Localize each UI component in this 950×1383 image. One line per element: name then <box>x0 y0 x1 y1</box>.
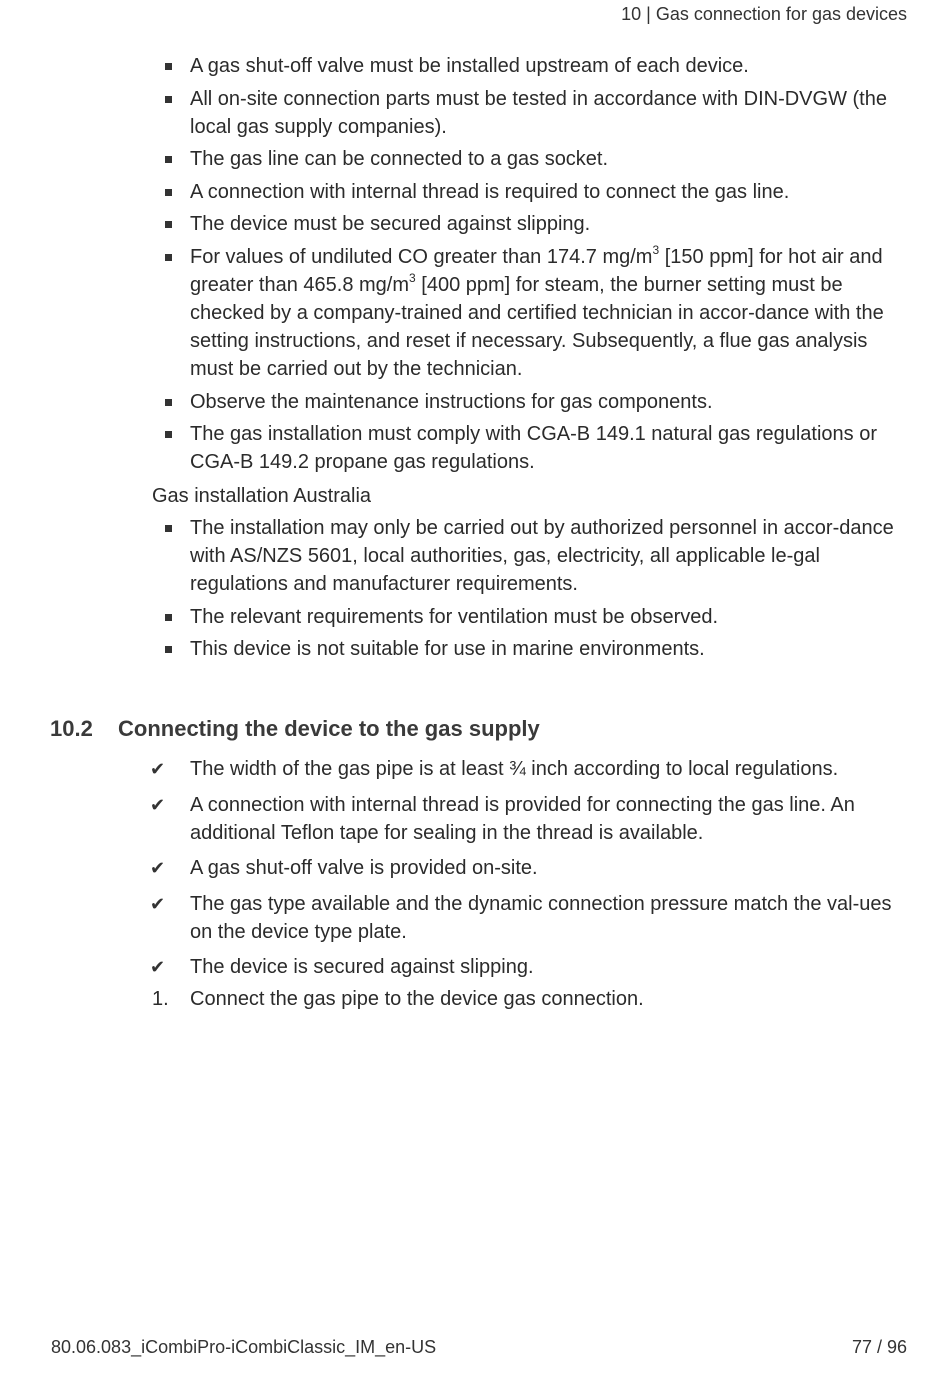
list-item <box>0 420 950 476</box>
australia-subheading: Gas installation Australia <box>152 485 372 507</box>
square-bullet-icon <box>165 63 172 70</box>
list-item-text: The relevant requirements for ventilation must be observed. <box>190 605 719 628</box>
list-item <box>0 603 950 631</box>
list-item-text: The installation may only be carried out by authorized personnel in accor-dance with AS/NZS 5601, local authorities, gas, electricity, all applicable le-gal regulations and manufacturer requirements. <box>190 517 894 595</box>
list-item <box>0 178 950 206</box>
checkmark-icon: ✔ <box>150 858 166 879</box>
list-item <box>0 388 950 416</box>
square-bullet-icon <box>165 189 172 196</box>
square-bullet-icon <box>165 614 172 621</box>
section-heading <box>50 716 540 742</box>
section-number: 10.2 <box>50 716 93 741</box>
australia-list-block <box>0 514 950 668</box>
list-item <box>0 145 950 173</box>
step-number: 1. <box>152 988 169 1010</box>
prerequisites-list <box>0 755 950 981</box>
square-bullet-icon <box>165 156 172 163</box>
running-header: 10 | Gas connection for gas devices <box>621 4 907 24</box>
prerequisite-text: The gas type available and the dynamic connection pressure match the val-ues on the device type plate. <box>190 892 892 943</box>
prerequisite-item <box>0 890 950 946</box>
square-bullet-icon <box>165 221 172 228</box>
superscript-3: 3 <box>652 243 660 258</box>
list-item-text: This device is not suitable for use in marine environments. <box>190 638 705 661</box>
prerequisite-text: A connection with internal thread is provided for connecting the gas line. An additional Teflon tape for sealing in the thread is available. <box>190 793 855 844</box>
list-item <box>0 635 950 663</box>
prerequisite-item <box>0 854 950 882</box>
footer-document-id: 80.06.083_iCombiPro-iCombiClassic_IM_en-US <box>51 1337 437 1357</box>
list-item <box>0 52 950 80</box>
checkmark-icon: ✔ <box>150 893 166 915</box>
superscript-3: 3 <box>409 271 416 286</box>
list-item-text: A gas shut-off valve must be installed upstream of each device. <box>190 55 749 77</box>
prerequisite-item <box>0 791 950 847</box>
list-item-text: A connection with internal thread is required to connect the gas line. <box>190 180 790 203</box>
co-text-part2: [150 ppm] for hot air and greater than 465.8 mg/m <box>190 245 883 296</box>
requirements-list-block <box>0 52 950 481</box>
list-item-text: The gas installation must comply with CGA-B 149.1 natural gas regulations or CGA-B 149.2 propane gas regulations. <box>190 423 878 474</box>
australia-list <box>0 514 950 663</box>
square-bullet-icon <box>165 399 172 406</box>
prerequisite-text: A gas shut-off valve is provided on-site. <box>190 857 538 879</box>
step-text: Connect the gas pipe to the device gas connection. <box>190 988 644 1010</box>
prerequisite-item <box>0 755 950 783</box>
checkmark-icon: ✔ <box>150 957 166 978</box>
checkmark-icon: ✔ <box>150 794 166 816</box>
checkmark-icon: ✔ <box>150 759 166 780</box>
list-item-text: The gas line can be connected to a gas socket. <box>190 148 609 171</box>
list-item-text: Observe the maintenance instructions for gas components. <box>190 390 713 413</box>
square-bullet-icon <box>165 431 172 438</box>
list-item <box>0 210 950 238</box>
square-bullet-icon <box>165 525 172 532</box>
section-title: Connecting the device to the gas supply <box>118 716 540 741</box>
requirements-list <box>0 52 950 476</box>
square-bullet-icon <box>165 96 172 103</box>
co-text-part1: For values of undiluted CO greater than 174.7 mg/m <box>190 245 653 268</box>
list-item <box>0 85 950 141</box>
square-bullet-icon <box>165 646 172 653</box>
co-text-part3: [400 ppm] for steam, the burner setting must be checked by a company-trained and certified technician in accor-dance with the setting instructions, and reset if necessary. Subsequently, a flue gas analysis must be carried out by the technician. <box>190 273 884 380</box>
prerequisite-text: The device is secured against slipping. <box>190 956 534 978</box>
list-item-text: The device must be secured against slipping. <box>190 213 591 236</box>
list-item-co-values <box>0 243 950 383</box>
square-bullet-icon <box>165 254 172 261</box>
prerequisites-block <box>0 755 950 989</box>
list-item-text: All on-site connection parts must be tested in accordance with DIN-DVGW (the local gas supply companies). <box>190 87 887 138</box>
prerequisite-item <box>0 953 950 981</box>
prerequisite-text: The width of the gas pipe is at least ¾ inch according to local regulations. <box>190 758 839 780</box>
footer-page-number: 77 / 96 <box>851 1337 907 1357</box>
list-item <box>0 514 950 598</box>
